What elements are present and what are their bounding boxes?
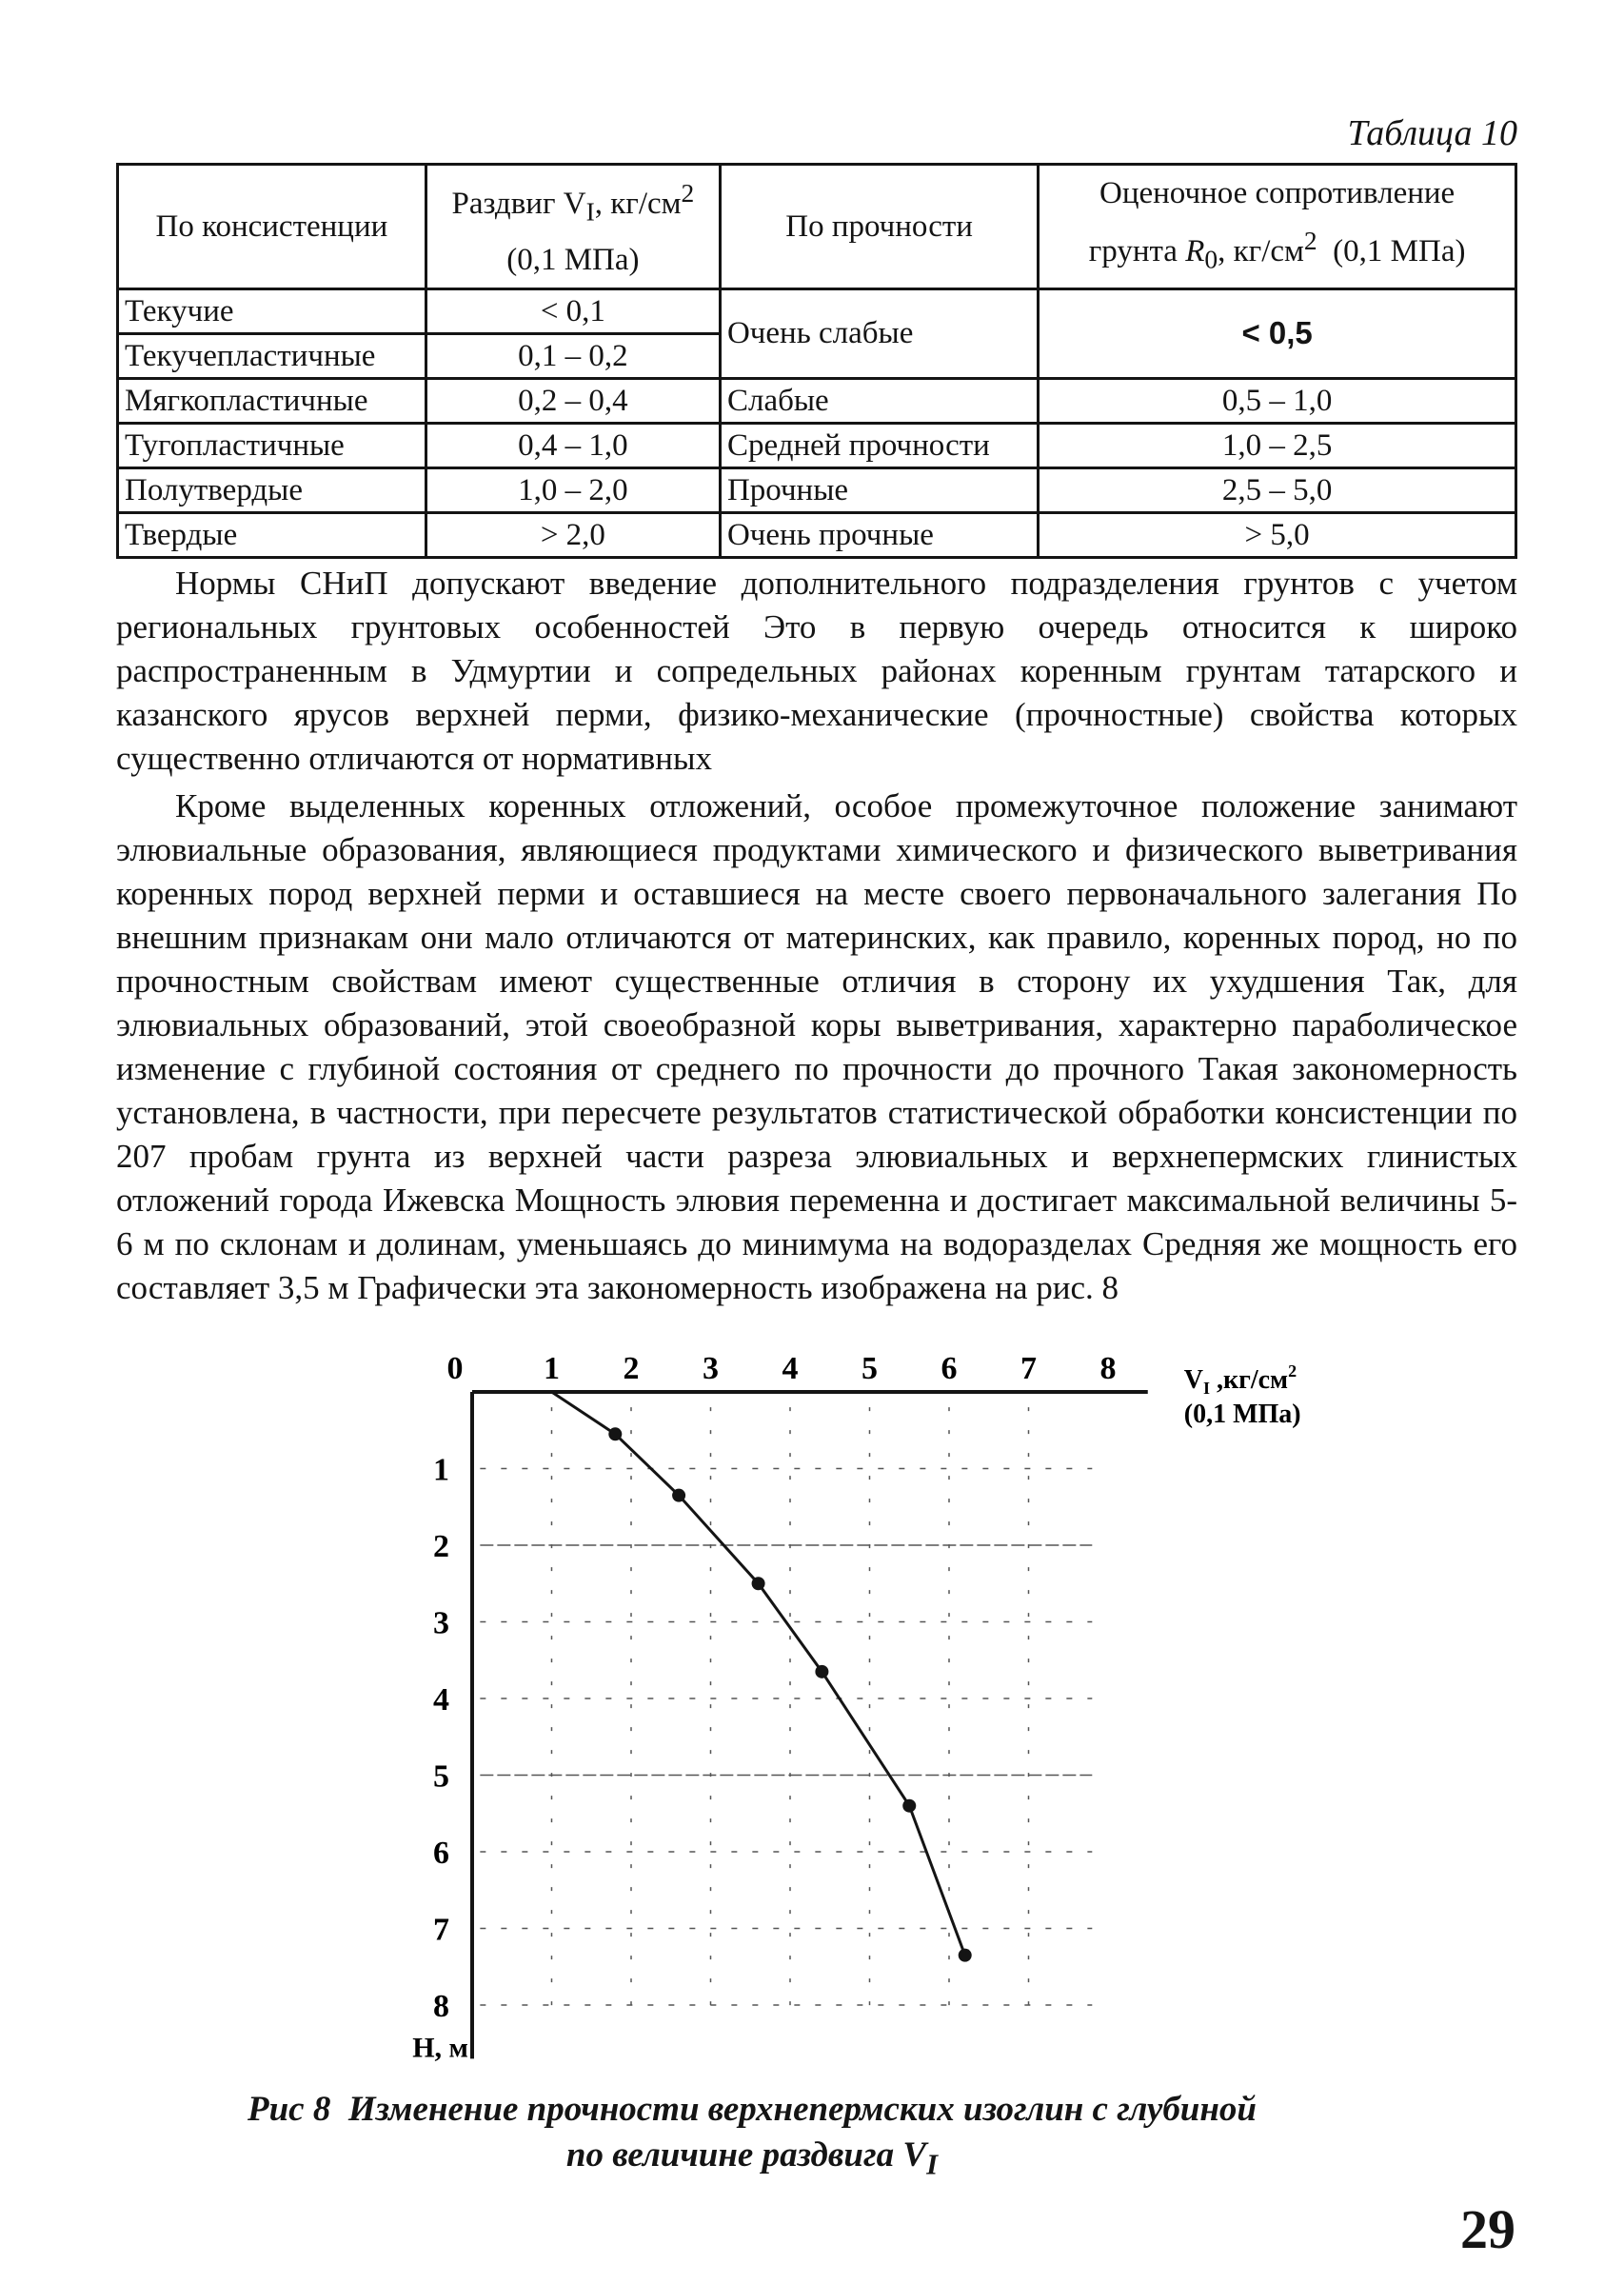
- header-consistency: По консистенции: [118, 165, 426, 289]
- header-resistance-unit: , кг/см: [1218, 234, 1304, 268]
- x-tick-label: 5: [862, 1351, 878, 1386]
- y-tick-label: 3: [433, 1605, 449, 1641]
- figure-caption-title: Изменение прочности верхнепермских изоглин с глубиной: [347, 2090, 1257, 2129]
- cell-shear: 0,4 – 1,0: [426, 423, 720, 467]
- data-point: [752, 1577, 765, 1590]
- y-tick-label: 2: [433, 1529, 449, 1564]
- cell-shear: 0,1 – 0,2: [426, 333, 720, 378]
- data-point: [608, 1427, 622, 1440]
- paragraph: Нормы СНиП допускают введение дополнительного подразделения грунтов с учетом региональных грунтовых особенностей Это в первую очередь относится к широко распространенным в Удмуртии и сопредельных районах коренным грунтам татарского и казанского ярусов верхней перми, физико-механические (прочностные) свойства которых существенно отличаются от нормативных: [116, 565, 1517, 777]
- x-axis-label-sub: I: [1202, 1379, 1210, 1398]
- header-resistance: [1039, 165, 1516, 289]
- body-text: [116, 562, 1517, 1314]
- y-tick-label: 7: [433, 1912, 449, 1948]
- cell-resistance: 0,5 – 1,0: [1039, 378, 1516, 423]
- x-axis-label-unit: ,кг/см: [1210, 1365, 1289, 1395]
- paragraph: Кроме выделенных коренных отложений, особое промежуточное положение занимают элювиальные образования, являющиеся продуктами химического и физического выветривания коренных пород верхней перми и оставшиеся на месте своего первоначального залегания По внешним признакам они мало отличаются от материнских, как правило, коренных пород, но по прочностным свойствам имеют существенные отличия в сторону их ухудшения Так, для элювиальных образований, этой своеобразной коры выветривания, характерно параболическое изменение с глубиной состояния от среднего по прочности до прочного Такая закономерность установлена, в частности, при пересчете результатов статистической обработки консистенции по 207 пробам грунта из верхней части разреза элювиальных и верхнепермских глинистых отложений города Ижевска Мощность элювия переменна и достигает максимальной величины 5-6 м по склонам и долинам, уменьшаясь до минимума на водоразделах Средняя же мощность его составляет 3,5 м Графически эта закономерность изображена на рис. 8: [116, 787, 1517, 1306]
- y-tick-label: 4: [433, 1682, 449, 1718]
- cell-consistency: Мягкопластичные: [118, 378, 426, 423]
- table-header-row: [118, 165, 1516, 289]
- x-tick-label: 0: [446, 1351, 464, 1386]
- cell-strength: Слабые: [720, 378, 1038, 423]
- x-tick-label: 8: [1099, 1351, 1117, 1386]
- x-tick-label: 1: [544, 1351, 560, 1386]
- cell-strength: Очень слабые: [720, 288, 1038, 378]
- header-resistance-mpa: (0,1 МПа): [1317, 234, 1466, 268]
- cell-resistance: 1,0 – 2,5: [1039, 423, 1516, 467]
- data-point: [672, 1489, 685, 1502]
- header-resistance-sub: 0: [1204, 244, 1218, 274]
- cell-consistency: Тугопластичные: [118, 423, 426, 467]
- figure-caption-line2: по величине раздвига V: [565, 2135, 927, 2175]
- header-shear-unit: , кг/см: [594, 187, 682, 221]
- header-shear-sup: 2: [681, 178, 695, 208]
- x-tick-label: 2: [623, 1351, 640, 1386]
- x-tick-label: 7: [1020, 1351, 1037, 1386]
- header-resistance-symbol: R: [1185, 234, 1205, 268]
- figure-caption-sub: I: [926, 2148, 939, 2181]
- cell-shear: < 0,1: [426, 288, 720, 333]
- table-row: [118, 467, 1516, 512]
- header-resistance-text: грунта: [1088, 234, 1186, 268]
- x-tick-label: 4: [782, 1351, 799, 1386]
- cell-strength: Прочные: [720, 467, 1038, 512]
- cell-consistency: Текучие: [118, 288, 426, 333]
- cell-consistency: Текучепластичные: [118, 333, 426, 378]
- cell-shear: > 2,0: [426, 512, 720, 557]
- table-caption: Таблица 10: [1347, 113, 1517, 153]
- depth-shear-chart: [381, 1333, 1301, 2085]
- data-point: [902, 1799, 916, 1813]
- cell-consistency: Твердые: [118, 512, 426, 557]
- cell-shear: 0,2 – 0,4: [426, 378, 720, 423]
- figure-caption: [190, 2087, 1314, 2187]
- data-point: [959, 1949, 972, 1962]
- cell-consistency: Полутвердые: [118, 467, 426, 512]
- header-shear-sub: I: [585, 196, 595, 227]
- table-row: [118, 288, 1516, 333]
- cell-strength: Средней прочности: [720, 423, 1038, 467]
- x-axis-label: [1184, 1361, 1297, 1398]
- x-axis-label-symbol: V: [1183, 1365, 1203, 1395]
- y-tick-label: 5: [433, 1758, 449, 1795]
- x-tick-label: 3: [703, 1351, 719, 1386]
- table-row: [118, 512, 1516, 557]
- cell-shear: 1,0 – 2,0: [426, 467, 720, 512]
- cell-resistance: > 5,0: [1039, 512, 1516, 557]
- x-tick-label: 6: [941, 1351, 958, 1386]
- header-strength: По прочности: [720, 165, 1038, 289]
- cell-resistance: 2,5 – 5,0: [1039, 467, 1516, 512]
- y-tick-label: 6: [433, 1836, 449, 1871]
- header-shear-text: Раздвиг V: [451, 187, 586, 221]
- table-row: [118, 423, 1516, 467]
- series-line: [552, 1392, 965, 1956]
- soil-properties-table: [116, 163, 1517, 559]
- y-tick-label: 1: [433, 1452, 449, 1488]
- cell-strength: Очень прочные: [720, 512, 1038, 557]
- header-shear-line2: (0,1 МПа): [506, 242, 640, 277]
- header-resistance-sup: 2: [1303, 226, 1317, 255]
- y-tick-label: 8: [433, 1989, 449, 2024]
- x-axis-label-line2: (0,1 МПа): [1183, 1400, 1301, 1429]
- data-point: [815, 1665, 828, 1678]
- page-number: 29: [1460, 2198, 1515, 2260]
- table-row: [118, 378, 1516, 423]
- cell-resistance: < 0,5: [1039, 288, 1516, 378]
- x-axis-label-sup: 2: [1288, 1361, 1297, 1380]
- figure-caption-number: Рис 8: [247, 2090, 331, 2129]
- header-shear: [426, 165, 720, 289]
- y-axis-label: Н, м: [412, 2032, 468, 2064]
- header-resistance-line1: Оценочное сопротивление: [1099, 176, 1456, 210]
